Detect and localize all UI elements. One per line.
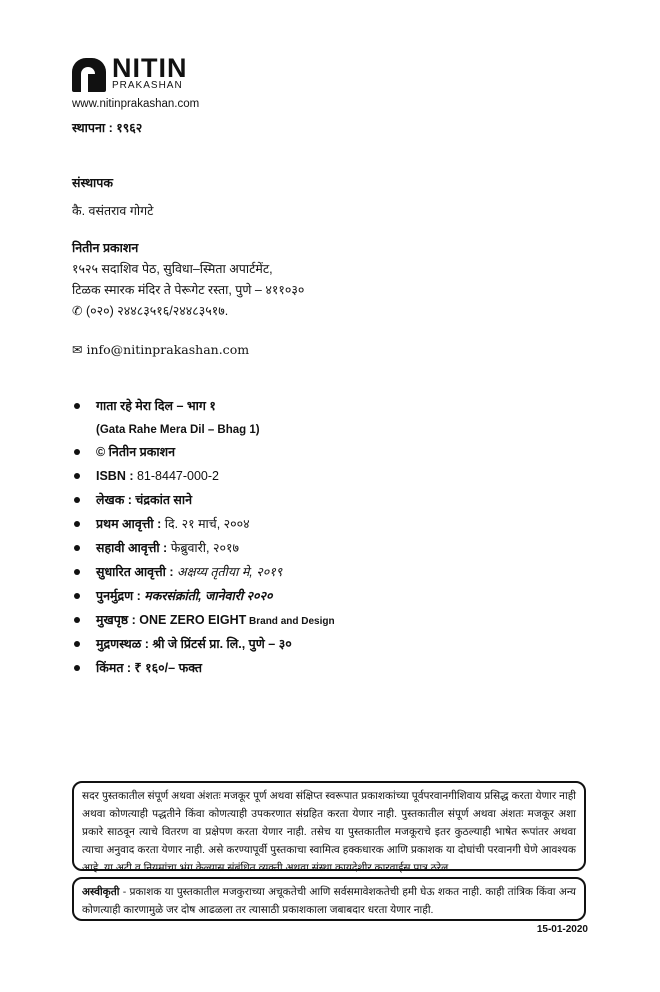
- address-line-1: १५२५ सदाशिव पेठ, सुविधा–स्मिता अपार्टमेंट,: [72, 262, 273, 276]
- phone-number: (०२०) २४४८३५१६/२४४८३५१७.: [85, 304, 229, 318]
- phone-icon: ✆: [72, 304, 83, 318]
- detail-text: मुखपृष्ठ :: [96, 613, 136, 627]
- bullet-icon: [74, 403, 80, 409]
- detail-text: गाता रहे मेरा दिल – भाग १: [96, 399, 216, 413]
- website: www.nitinprakashan.com: [72, 98, 200, 110]
- logo-mark-icon: [72, 58, 106, 92]
- copyright-notice-box: [72, 781, 586, 874]
- email-line: [72, 342, 249, 357]
- detail-text: ₹ १६०/– फक्त: [131, 661, 203, 675]
- list-item: [72, 442, 335, 466]
- established: स्थापना : १९६२: [72, 121, 143, 135]
- detail-text: ISBN :: [96, 469, 134, 483]
- detail-text: सुधारित आवृत्ती :: [96, 565, 174, 579]
- disclaimer-text: - प्रकाशक या पुस्तकातील मजकुराच्या अचूकतेची आणि सर्वसमावेशकतेची हमी घेऊ शकत नाही. काही तांत्रिक किंवा अन्य कोणत्याही कारणामुळे जर दोष आढळला तर त्यासाठी प्रकाशकाला जबाबदार धरता येणार नाही.: [82, 886, 576, 916]
- phone-line: [72, 302, 228, 319]
- bullet-icon: [74, 665, 80, 671]
- bullet-icon: [74, 521, 80, 527]
- publisher-name: नितीन प्रकाशन: [72, 241, 139, 255]
- list-item: [72, 610, 335, 634]
- detail-text: मुद्रणस्थळ :: [96, 637, 149, 651]
- detail-text: फेब्रुवारी, २०१७: [167, 541, 239, 555]
- founder-name: कै. वसंतराव गोगटे: [72, 204, 154, 218]
- detail-text: सहावी आवृत्ती :: [96, 541, 168, 555]
- bullet-icon: [74, 569, 80, 575]
- detail-text: Brand and Design: [246, 616, 335, 627]
- detail-text: अक्षय्य तृतीया मे, २०१९: [173, 565, 283, 579]
- email: info@nitinprakashan.com: [86, 342, 250, 357]
- detail-text: [141, 589, 273, 603]
- bullet-icon: [74, 497, 80, 503]
- logo-sub: PRAKASHAN: [112, 80, 183, 91]
- detail-text: ONE ZERO EIGHT: [135, 613, 247, 627]
- founder-heading: संस्थापक: [72, 176, 113, 190]
- publisher-logo: [72, 53, 188, 92]
- detail-text: लेखक : चंद्रकांत साने: [96, 493, 193, 507]
- list-item: [72, 514, 335, 538]
- list-item: [72, 562, 335, 586]
- disclaimer-box: [72, 877, 586, 921]
- list-item: [72, 490, 335, 514]
- bullet-icon: [74, 449, 80, 455]
- detail-text: दि. २१ मार्च, २००४: [161, 517, 250, 531]
- detail-text: मकरसंक्रांती, जानेवारी २०२०: [140, 589, 273, 603]
- bullet-icon: [74, 617, 80, 623]
- bullet-icon: [74, 641, 80, 647]
- list-item: [72, 658, 335, 682]
- list-item: [72, 634, 335, 658]
- list-item: [72, 586, 335, 610]
- detail-text: © नितीन प्रकाशन: [96, 445, 176, 459]
- title-english: (Gata Rahe Mera Dil – Bhag 1): [96, 424, 260, 436]
- detail-text: 81-8447-000-2: [133, 469, 219, 483]
- detail-text: किंमत :: [96, 661, 132, 675]
- disclaimer-label: अस्वीकृती: [82, 886, 120, 898]
- bullet-icon: [74, 473, 80, 479]
- copyright-notice: सदर पुस्तकातील संपूर्ण अथवा अंशतः मजकूर पूर्ण अथवा संक्षिप्त स्वरूपात प्रकाशकांच्या पूर्वपरवानगीशिवाय प्रसिद्ध करता येणार नाही अथवा कोणत्याही पद्धतीने किंवा कोणत्याही उपकरणात संग्रहित करता येणार नाही. पुस्तकातील संपूर्ण अथवा अंशतः मजकूर अशा प्रकारे साठवून त्याचे वितरण वा प्रक्षेपण करता येणार नाही. तसेच या पुस्तकातील मजकूराचे इतर कुठल्याही भाषेत रूपांतर अथवा त्याचा अनुवाद करता येणार नाही. असे करण्यापूर्वी पुस्तकाचा स्वामित्व हक्कधारक आणि प्रकाशक या दोघांची परवानगी घेणे आवश्यक आहे. या अटी व नियमांचा भंग केल्यास संबंधित व्यक्ती अथवा संस्था कायदेशीर कारवाईस पात्र ठरेल.: [82, 790, 576, 874]
- address-line-2: टिळक स्मारक मंदिर ते पेरूगेट रस्ता, पुणे – ४११०३०: [72, 283, 305, 297]
- print-date: 15-01-2020: [536, 924, 588, 935]
- bullet-icon: [74, 593, 80, 599]
- logo-name: NITIN: [112, 53, 188, 83]
- detail-text: पुनर्मुद्रण :: [96, 589, 141, 603]
- book-details-list: [72, 396, 335, 682]
- email-icon: ✉: [72, 342, 83, 357]
- list-item: [72, 538, 335, 562]
- list-item: [72, 466, 335, 490]
- detail-text: प्रथम आवृत्ती :: [96, 517, 162, 531]
- list-item: [72, 396, 335, 420]
- bullet-icon: [74, 545, 80, 551]
- detail-text: श्री जे प्रिंटर्स प्रा. लि., पुणे – ३०: [148, 637, 292, 651]
